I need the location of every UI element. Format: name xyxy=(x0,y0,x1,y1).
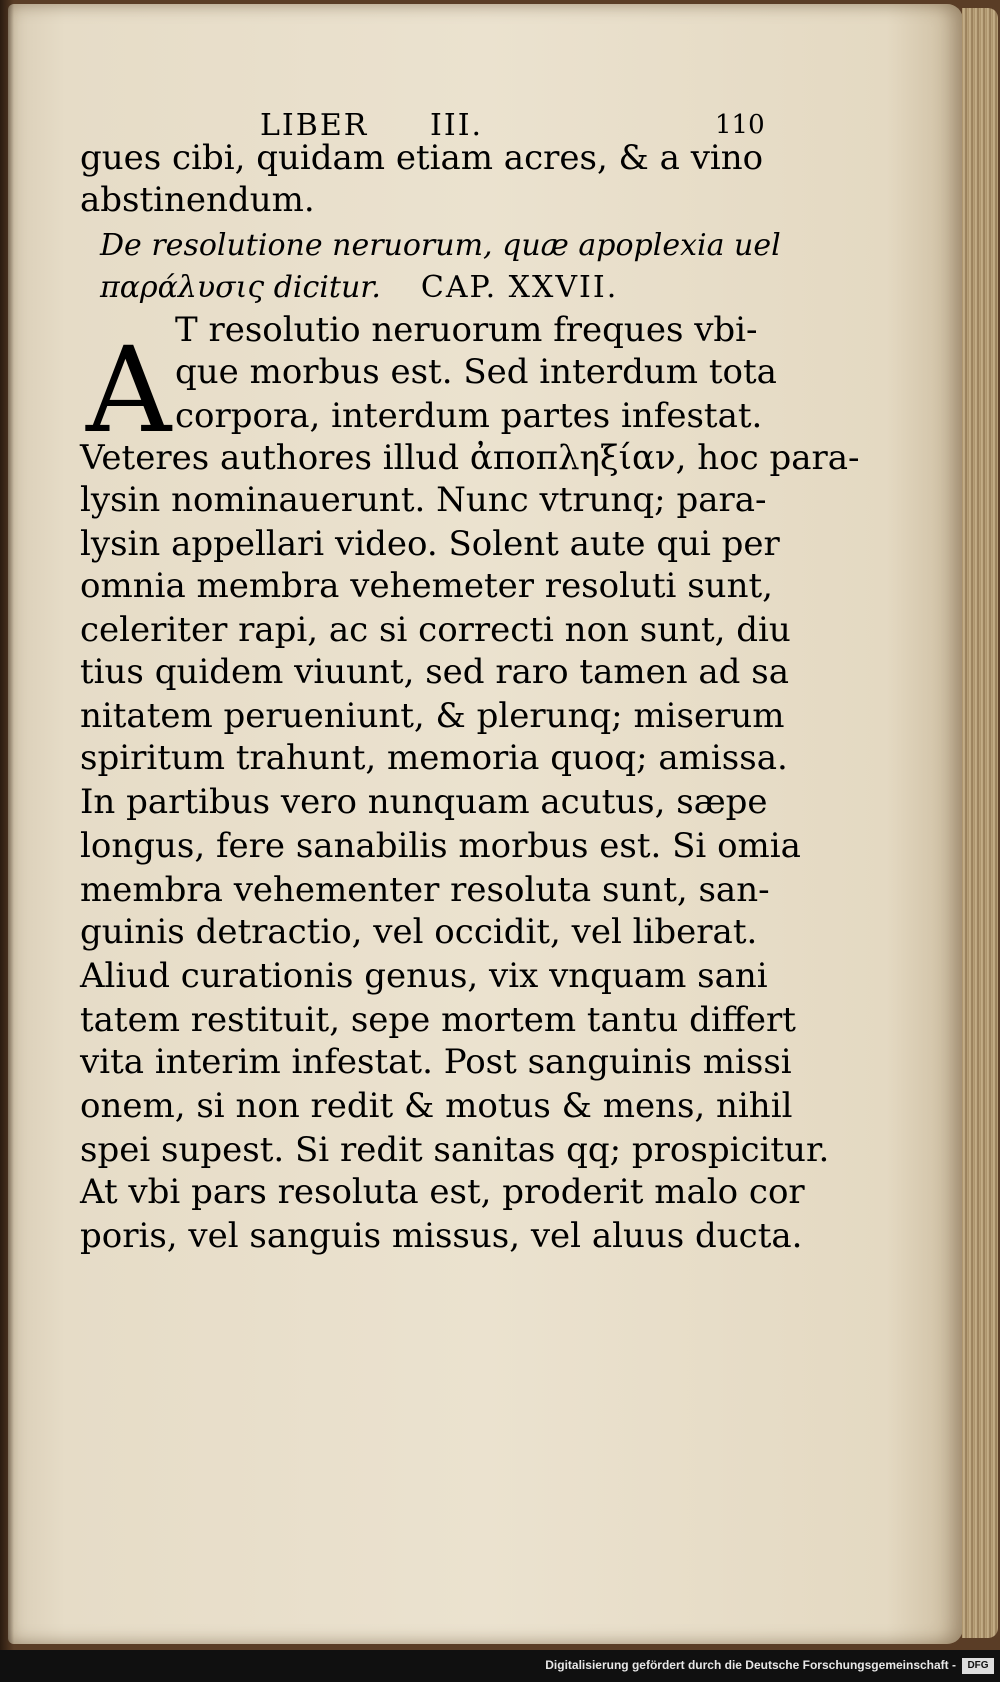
text-line: que morbus est. Sed interdum tota xyxy=(175,352,777,392)
running-head-book-number: III. xyxy=(430,108,484,143)
text-line: guinis detractio, vel occidit, vel liberat. xyxy=(80,912,758,952)
text-line: vita interim infestat. Post sanguinis missi xyxy=(80,1042,792,1082)
running-head-liber: LIBER xyxy=(260,108,369,143)
text-line: onem, si non redit & motus & mens, nihil xyxy=(80,1086,793,1126)
text-line: tatem restituit, sepe mortem tantu differt xyxy=(80,1000,796,1040)
text-line: corpora, interdum partes infestat. xyxy=(175,396,763,436)
text-line: celeriter rapi, ac si correcti non sunt, diu xyxy=(80,610,791,650)
greek-term: παράλυσις dicitur. xyxy=(100,270,381,305)
footer-bar xyxy=(0,1650,1000,1682)
drop-cap-initial: A xyxy=(86,321,172,459)
text-line: gues cibi, quidam etiam acres, & a vino xyxy=(80,138,764,178)
text-line: Aliud curationis genus, vix vnquam sani xyxy=(80,956,768,996)
gutter-shadow xyxy=(0,0,14,1650)
text-line: membra vehementer resoluta sunt, san- xyxy=(80,870,770,910)
text-line: In partibus vero nunquam acutus, sæpe xyxy=(80,782,768,822)
text-line: poris, vel sanguis missus, vel aluus ducta. xyxy=(80,1216,803,1256)
dfg-logo: DFG xyxy=(962,1658,994,1674)
text-line: spiritum trahunt, memoria quoq; amissa. xyxy=(80,738,788,778)
text-line: lysin nominauerunt. Nunc vtrunq; para- xyxy=(80,480,767,520)
chapter-heading-line: De resolutione neruorum, quæ apoplexia uel xyxy=(100,228,781,263)
page-edges xyxy=(962,8,998,1638)
chapter-number: CAP. XXVII. xyxy=(420,270,619,305)
text-line: longus, fere sanabilis morbus est. Si omia xyxy=(80,826,801,866)
text-line: lysin appellari video. Solent aute qui per xyxy=(80,524,780,564)
text-line: omnia membra vehemeter resoluti sunt, xyxy=(80,566,773,606)
text-line: Veteres authores illud ἀποπληξίαν, hoc para- xyxy=(80,438,860,478)
text-line: T resolutio neruorum freques vbi- xyxy=(175,310,758,350)
text-line: nitatem perueniunt, & plerunq; miserum xyxy=(80,696,785,736)
funding-credit: Digitalisierung gefördert durch die Deutsche Forschungsgemeinschaft - xyxy=(545,1658,956,1672)
chapter-heading-line xyxy=(100,268,618,308)
text-line: spei supest. Si redit sanitas qq; prospicitur. xyxy=(80,1130,830,1170)
text-line: tius quidem viuunt, sed raro tamen ad sa xyxy=(80,652,789,692)
text-line: abstinendum. xyxy=(80,180,315,220)
text-line: At vbi pars resoluta est, proderit malo cor xyxy=(80,1172,805,1212)
folio-number: 110 xyxy=(715,110,765,140)
show-through xyxy=(770,120,960,770)
